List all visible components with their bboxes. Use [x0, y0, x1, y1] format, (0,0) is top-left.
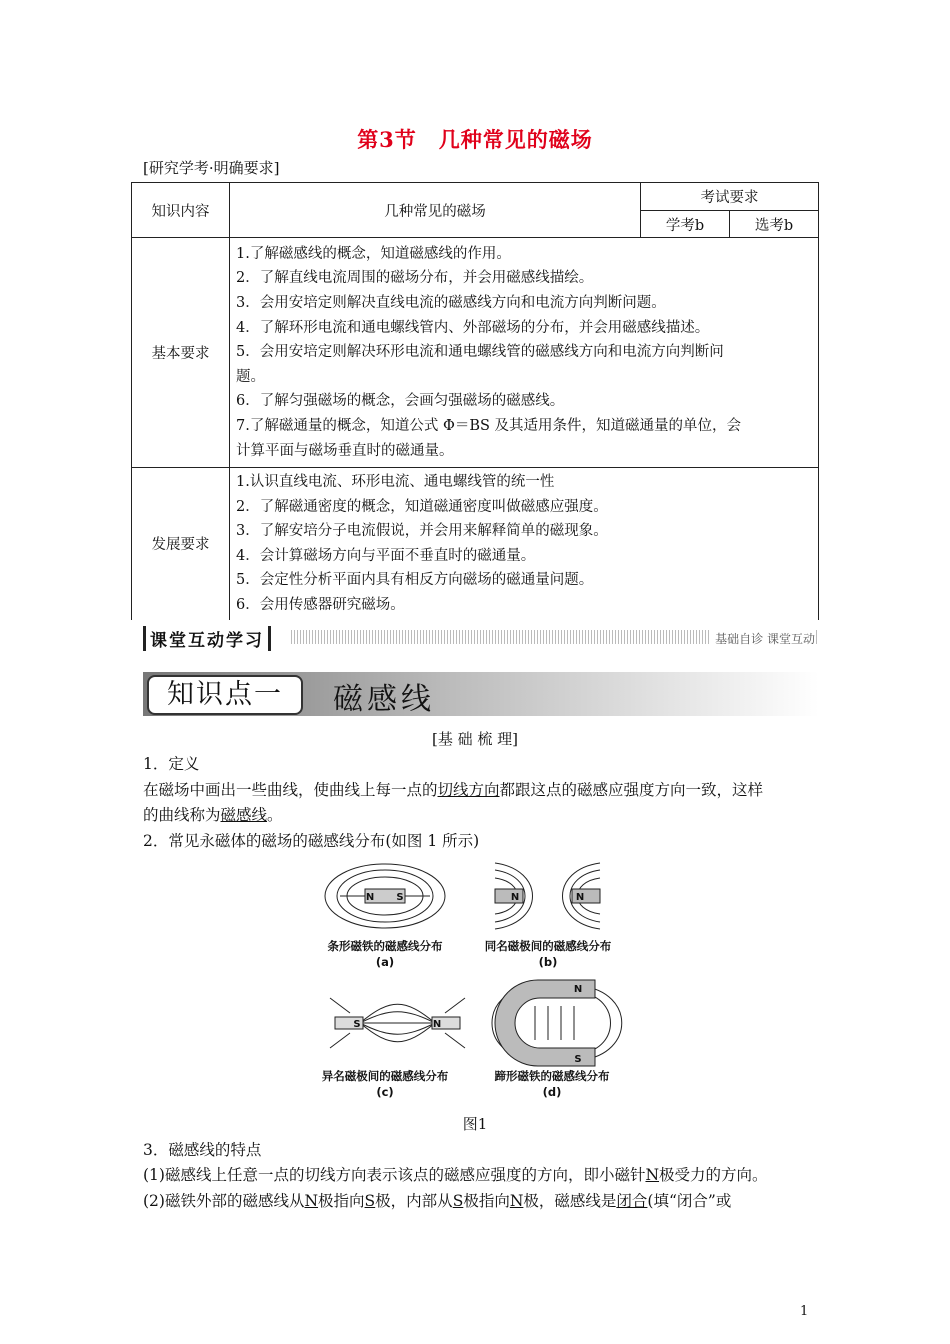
basic-item: 4．了解环形电流和通电螺线管内、外部磁场的分布，并会用磁感线描述。: [236, 319, 710, 336]
banner-title: 课堂互动学习: [143, 626, 271, 651]
basic-item: 7.了解磁通量的概念，知道公式 Φ＝BS 及其适用条件，知道磁通量的单位，会: [236, 417, 742, 434]
p1-line2: [143, 803, 819, 825]
p3-text: 极指向: [318, 1192, 365, 1210]
fig-d-label: (d): [542, 1085, 562, 1099]
section-subtitle: [研究学考·明确要求]: [143, 159, 280, 177]
requirements-table: [131, 182, 819, 620]
pole-label: N: [510, 892, 520, 903]
p3-text: 极受力的方向。: [659, 1166, 768, 1184]
p1-text: 。: [267, 806, 283, 824]
basic-item: 1.了解磁感线的概念，知道磁感线的作用。: [236, 245, 511, 262]
dev-item: 3．了解安培分子电流假说，并会用来解释简单的磁现象。: [236, 523, 608, 540]
p1-text: 的曲线称为: [143, 806, 221, 824]
knowledge-point-banner: [143, 672, 819, 716]
kp-label: 知识点一: [147, 675, 303, 715]
magnet-figure: [320, 858, 640, 1108]
p1-blank-tangent: 切线方向: [437, 781, 500, 799]
col-topic: 几种常见的磁场: [230, 183, 641, 238]
basic-item: 6．了解匀强磁场的概念，会画匀强磁场的磁感线。: [236, 393, 565, 410]
p3-blank: N: [645, 1166, 660, 1184]
col-exam: 考试要求: [641, 183, 819, 211]
sub-heading: [基 础 梳 理]: [431, 730, 518, 748]
basic-item: 5．会用安培定则解决环形电流和通电螺线管的磁感线方向和电流方向判断问: [236, 344, 724, 361]
fig-a-label: (a): [375, 955, 395, 969]
p3-line1: [143, 1163, 819, 1185]
col-xuankao: 选考b: [730, 211, 819, 238]
fig-a-caption: 条形磁铁的磁感线分布: [327, 939, 443, 953]
page-number: 1: [800, 1304, 809, 1319]
p3-blank: S: [452, 1192, 464, 1210]
banner-tags: 基础自诊 课堂互动: [709, 630, 815, 647]
p3-blank: N: [304, 1192, 319, 1210]
p3-text: (填“闭合”或: [647, 1192, 732, 1210]
p3-text: 极，磁感线是: [523, 1192, 617, 1210]
dev-label: 发展要求: [132, 468, 230, 620]
fig-c-label: (c): [376, 1085, 394, 1099]
p3-blank: N: [509, 1192, 524, 1210]
page-title: 第3节 几种常见的磁场: [357, 127, 593, 152]
basic-item: 2．了解直线电流周围的磁场分布，并会用磁感线描绘。: [236, 270, 594, 287]
pole-label: N: [573, 984, 583, 995]
fig-b-label: (b): [538, 955, 558, 969]
dev-item: 1.认识直线电流、环形电流、通电螺线管的统一性: [236, 473, 555, 490]
fig-c-caption: 异名磁极间的磁感线分布: [321, 1069, 449, 1083]
pole-label: N: [575, 892, 585, 903]
dev-item: 6．会用传感器研究磁场。: [236, 596, 405, 613]
basic-item: 题。: [236, 368, 265, 385]
dev-item: 2．了解磁通密度的概念，知道磁通密度叫做磁感应强度。: [236, 498, 608, 515]
figure-caption: 图1: [462, 1115, 488, 1133]
p3-text: (1)磁感线上任意一点的切线方向表示该点的磁感应强度的方向，即小磁针: [143, 1166, 646, 1184]
pole-label: S: [353, 1019, 361, 1030]
basic-items: [230, 238, 819, 468]
pole-label: S: [574, 1054, 582, 1065]
p1-text: 都跟这点的磁感应强度方向一致，这样: [499, 781, 764, 799]
p1-text: 在磁场中画出一些曲线，使曲线上每一点的: [143, 781, 438, 799]
kp-name: 磁感线: [333, 682, 435, 717]
pole-label: N: [365, 892, 375, 903]
p3-blank: 闭合: [616, 1192, 648, 1210]
pole-label: S: [396, 892, 404, 903]
p1-heading: 1．定义: [143, 755, 200, 773]
col-xuekao: 学考b: [641, 211, 730, 238]
pole-label: N: [432, 1019, 442, 1030]
p3-line2: [143, 1189, 819, 1211]
p3-blank: S: [364, 1192, 376, 1210]
basic-label: 基本要求: [132, 238, 230, 468]
basic-item: 计算平面与磁场垂直时的磁通量。: [236, 442, 454, 459]
dev-items: [230, 468, 819, 620]
fig-b-caption: 同名磁极间的磁感线分布: [484, 939, 612, 953]
p3-heading: 3．磁感线的特点: [143, 1141, 262, 1159]
section-banner: [143, 626, 819, 650]
p3-text: 极，内部从: [375, 1192, 453, 1210]
dev-item: 5．会定性分析平面内具有相反方向磁场的磁通量问题。: [236, 572, 594, 589]
p1-blank-fieldline: 磁感线: [220, 806, 268, 824]
p3-text: (2)磁铁外部的磁感线从: [143, 1192, 305, 1210]
p2-heading: 2．常见永磁体的磁场的磁感线分布(如图 1 所示): [143, 832, 480, 850]
p1-line1: [143, 778, 819, 800]
basic-item: 3．会用安培定则解决直线电流的磁感线方向和电流方向判断问题。: [236, 295, 666, 312]
p3-text: 极指向: [463, 1192, 510, 1210]
col-knowledge: 知识内容: [132, 183, 230, 238]
fig-d-caption: 蹄形磁铁的磁感线分布: [494, 1069, 610, 1083]
dev-item: 4．会计算磁场方向与平面不垂直时的磁通量。: [236, 547, 536, 564]
magnet-figure-svg: [320, 858, 640, 1108]
